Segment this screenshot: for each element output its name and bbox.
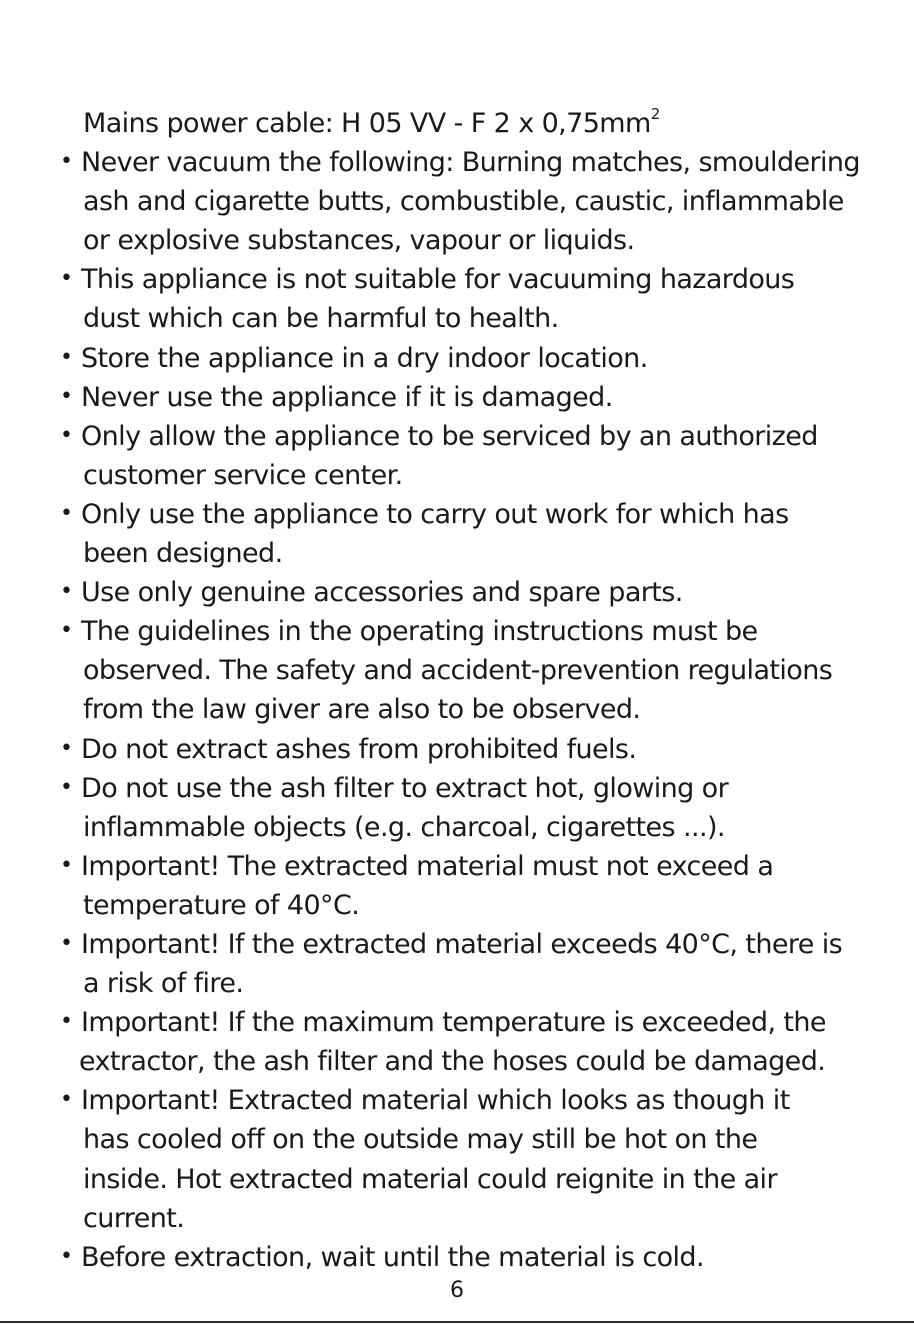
- bullet-text: [81, 847, 900, 925]
- bullet-item: [60, 925, 900, 1003]
- bullet-row: [60, 1003, 900, 1081]
- bullet-text: [81, 612, 900, 729]
- bullet-text: [81, 260, 900, 338]
- bullet-text-line: current.: [83, 1202, 185, 1234]
- mains-cable-spec: [60, 104, 900, 143]
- bullet-text-line: Use only genuine accessories and spare parts.: [81, 577, 683, 609]
- bullet-text-line: inflammable objects (e.g. charcoal, cigarettes ...).: [83, 811, 725, 843]
- bullet-item: [60, 730, 900, 769]
- bullet-text-line: Important! The extracted material must not exceed a: [81, 850, 774, 882]
- bullet-text-line: Do not use the ash filter to extract hot, glowing or: [81, 772, 729, 804]
- bullet-text-line: Never use the appliance if it is damaged.: [81, 381, 613, 413]
- bullet-dot-icon: •: [60, 149, 73, 175]
- bullet-text: [81, 1003, 900, 1081]
- bullet-dot-icon: •: [60, 266, 73, 292]
- bullet-item: [60, 612, 900, 729]
- bullet-text: [81, 730, 900, 769]
- bullet-text: [81, 769, 900, 847]
- bullet-dot-icon: •: [60, 1009, 73, 1035]
- bullet-text: [81, 378, 900, 417]
- bullet-text: [81, 573, 900, 612]
- bullet-dot-icon: •: [60, 579, 73, 605]
- bullet-dot-icon: •: [60, 422, 73, 448]
- bullet-row: [60, 769, 900, 847]
- bullet-text-line: from the law giver are also to be observed.: [83, 694, 641, 726]
- bullet-row: [60, 1081, 900, 1237]
- bullet-text-line: dust which can be harmful to health.: [83, 303, 559, 335]
- bullet-text-line: Important! If the maximum temperature is exceeded, the: [81, 1007, 826, 1039]
- bullet-dot-icon: •: [60, 383, 73, 409]
- bullet-dot-icon: •: [60, 618, 73, 644]
- bullet-text-line: Before extraction, wait until the material is cold.: [81, 1241, 704, 1273]
- mains-cable-superscript: 2: [650, 105, 661, 123]
- bullet-item: [60, 339, 900, 378]
- bullet-text-line: Important! If the extracted material exceeds 40°C, there is: [81, 928, 843, 960]
- bullet-row: [60, 730, 900, 769]
- bullet-row: [60, 573, 900, 612]
- bullet-dot-icon: •: [60, 500, 73, 526]
- bullet-text: [81, 143, 900, 260]
- bullet-text: [81, 1081, 900, 1237]
- bullet-text-line: Store the appliance in a dry indoor location.: [81, 342, 648, 374]
- bullet-text: [81, 339, 900, 378]
- bullet-dot-icon: •: [60, 344, 73, 370]
- bullet-row: [60, 495, 900, 573]
- bullet-dot-icon: •: [60, 930, 73, 956]
- bullet-text-line: observed. The safety and accident-prevention regulations: [83, 655, 833, 687]
- bullet-row: [60, 378, 900, 417]
- bullet-text-line: Important! Extracted material which looks as though it: [81, 1085, 790, 1117]
- bullet-text: [81, 1238, 900, 1277]
- bullet-text: [81, 925, 900, 1003]
- bullet-text-line: Do not extract ashes from prohibited fuels.: [81, 733, 637, 765]
- bullet-text: [81, 495, 900, 573]
- bullet-dot-icon: •: [60, 735, 73, 761]
- bullet-text-line: ash and cigarette butts, combustible, caustic, inflammable: [83, 186, 844, 218]
- bullet-dot-icon: •: [60, 1243, 73, 1269]
- bottom-divider: [0, 1321, 914, 1323]
- bullet-item: [60, 847, 900, 925]
- bullet-dot-icon: •: [60, 1087, 73, 1113]
- bullet-item: [60, 495, 900, 573]
- bullet-text-line: Only use the appliance to carry out work for which has: [81, 498, 789, 530]
- bullet-text-line: inside. Hot extracted material could reignite in the air: [83, 1163, 777, 1195]
- bullet-item: [60, 417, 900, 495]
- bullet-text-line: Only allow the appliance to be serviced by an authorized: [81, 420, 818, 452]
- bullet-text-line: The guidelines in the operating instructions must be: [81, 616, 758, 648]
- bullet-text-line: extractor, the ash filter and the hoses could be damaged.: [79, 1046, 826, 1078]
- bullet-dot-icon: •: [60, 774, 73, 800]
- bullet-row: [60, 925, 900, 1003]
- bullet-text-line: or explosive substances, vapour or liquids.: [83, 225, 635, 257]
- bullet-row: [60, 1238, 900, 1277]
- bullet-text: [81, 417, 900, 495]
- bullet-row: [60, 143, 900, 260]
- bullet-item: [60, 769, 900, 847]
- bullet-row: [60, 260, 900, 338]
- bullet-text-line: This appliance is not suitable for vacuuming hazardous: [81, 264, 795, 296]
- bullet-item: [60, 143, 900, 260]
- bullet-item: [60, 1081, 900, 1237]
- page-number: 6: [450, 1278, 464, 1303]
- bullet-text-line: Never vacuum the following: Burning matches, smouldering: [81, 147, 860, 179]
- bullet-text-line: has cooled off on the outside may still be hot on the: [83, 1124, 758, 1156]
- bullet-row: [60, 612, 900, 729]
- mains-cable-text: Mains power cable: H 05 VV - F 2 x 0,75mm: [83, 108, 651, 139]
- bullet-text-line: a risk of fire.: [83, 968, 244, 1000]
- bullet-row: [60, 417, 900, 495]
- bullet-item: [60, 1238, 900, 1277]
- bullet-item: [60, 260, 900, 338]
- bullet-item: [60, 378, 900, 417]
- bullet-item: [60, 1003, 900, 1081]
- bullet-text-line: temperature of 40°C.: [83, 889, 360, 921]
- bullet-row: [60, 847, 900, 925]
- bullet-text-line: customer service center.: [83, 459, 403, 491]
- bullet-text-line: been designed.: [83, 538, 283, 570]
- bullet-dot-icon: •: [60, 852, 73, 878]
- bullet-item: [60, 573, 900, 612]
- bullet-row: [60, 339, 900, 378]
- safety-instructions: [60, 104, 900, 1277]
- safety-bullet-list: [60, 143, 900, 1277]
